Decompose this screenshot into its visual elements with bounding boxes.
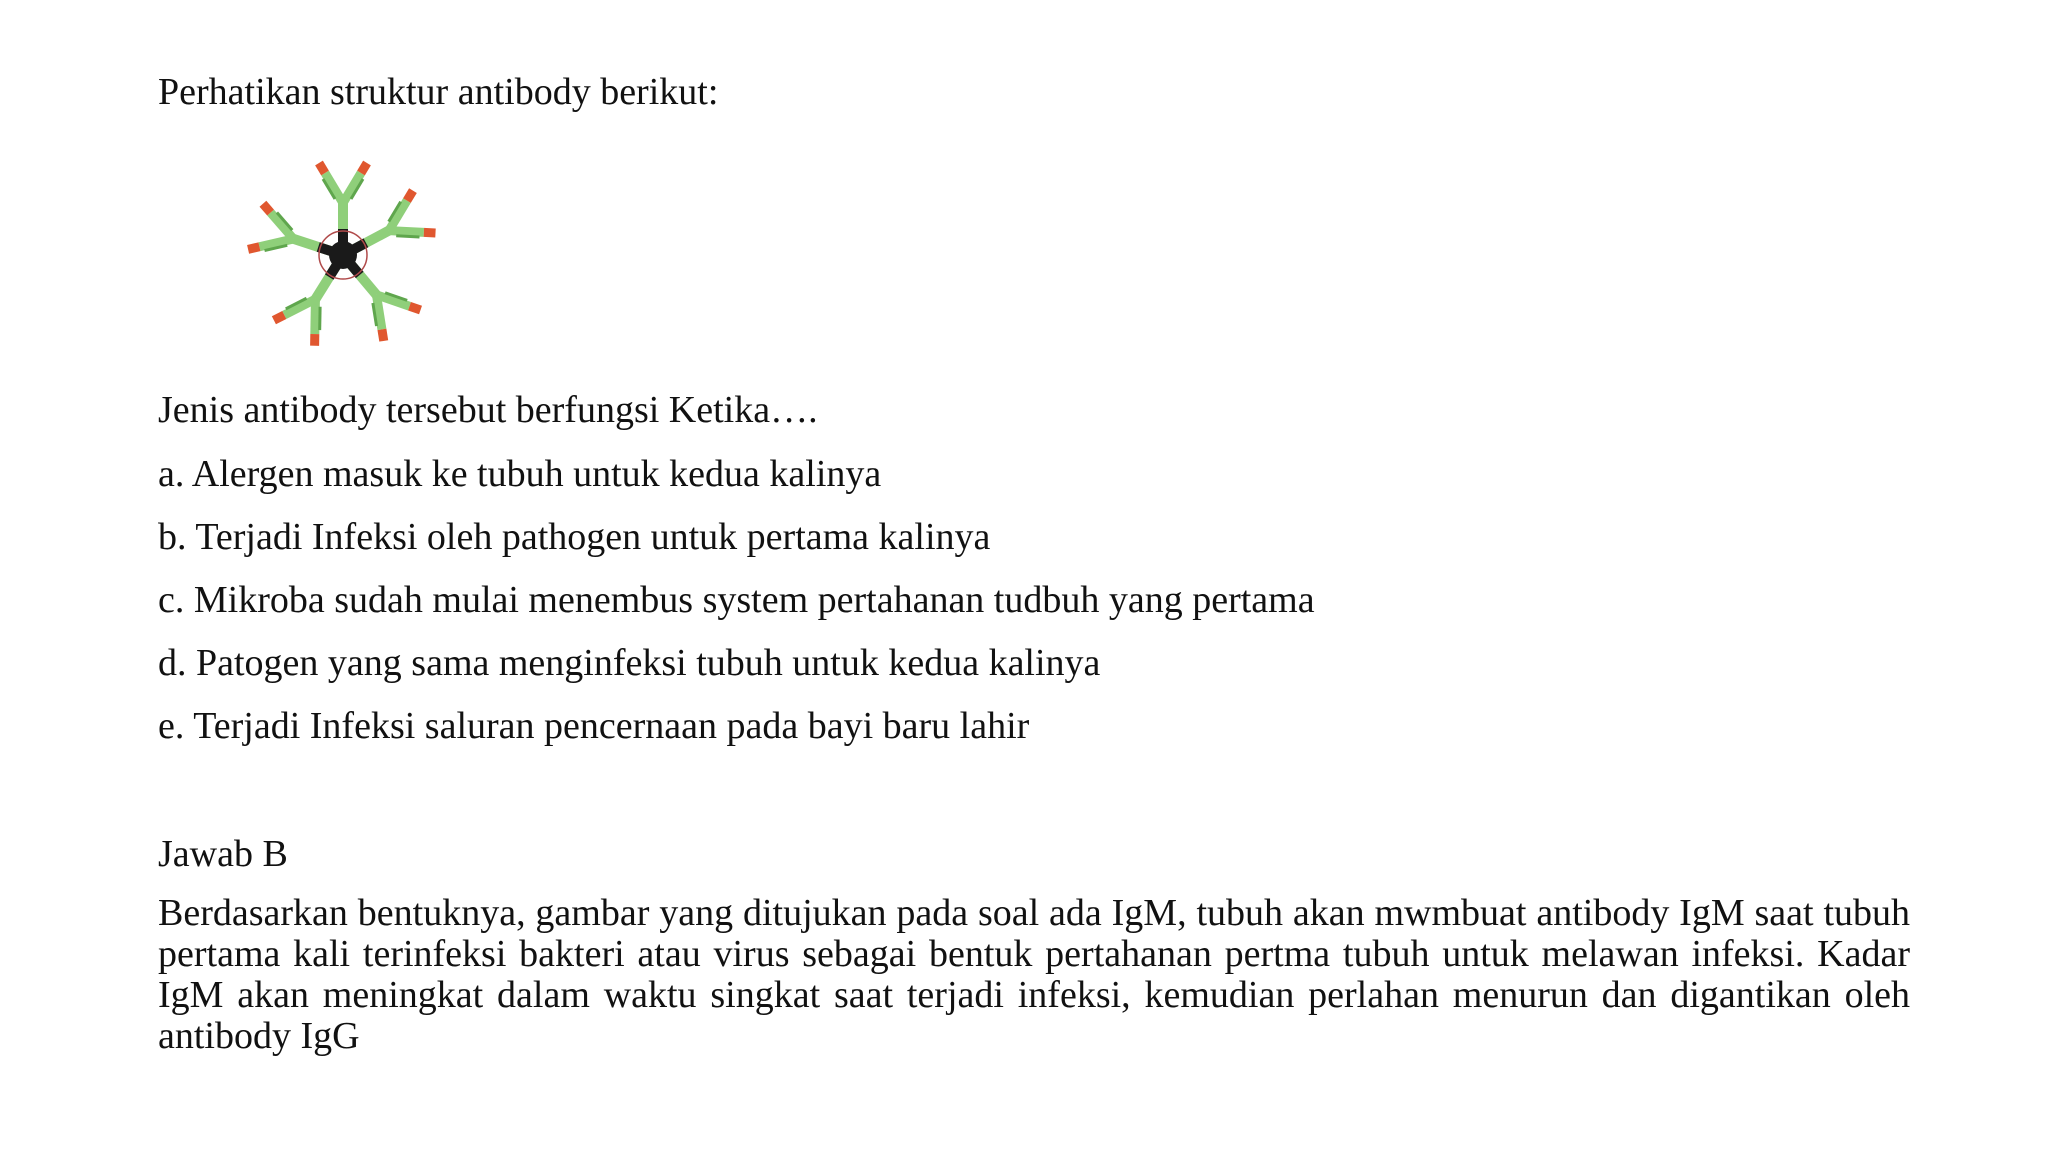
option-e xyxy=(158,704,1029,748)
option-letter: b. xyxy=(158,516,187,558)
option-text: Terjadi Infeksi saluran pencernaan pada bayi baru lahir xyxy=(193,705,1030,747)
option-text: Alergen masuk ke tubuh untuk kedua kalinya xyxy=(191,453,882,495)
answer-label: Jawab B xyxy=(158,833,288,875)
answer-explanation: Berdasarkan bentuknya, gambar yang ditujukan pada soal ada IgM, tubuh akan mwmbuat antibody IgM saat tubuh pertama kali terinfeksi bakteri atau virus sebagai bentuk pertahanan pertma tubuh untuk melawan infeksi. Kadar IgM akan meningkat dalam waktu singkat saat terjadi infeksi, kemudian perlahan menurun dan digantikan oleh antibody IgG xyxy=(158,892,1910,1057)
option-text: Patogen yang sama menginfeksi tubuh untuk kedua kalinya xyxy=(196,642,1101,684)
option-text: Terjadi Infeksi oleh pathogen untuk pertama kalinya xyxy=(195,516,991,558)
option-letter: c. xyxy=(158,579,185,621)
option-a xyxy=(158,452,881,496)
option-text: Mikroba sudah mulai menembus system pertahanan tudbuh yang pertama xyxy=(193,579,1315,621)
antibody-figure xyxy=(228,140,468,370)
option-c xyxy=(158,578,1315,622)
option-d xyxy=(158,641,1100,685)
option-letter: d. xyxy=(158,642,187,684)
option-letter: a. xyxy=(158,453,185,495)
question-intro: Perhatikan struktur antibody berikut: xyxy=(158,71,719,113)
option-b xyxy=(158,515,990,559)
question-stem: Jenis antibody tersebut berfungsi Ketika…. xyxy=(158,389,818,431)
option-letter: e. xyxy=(158,705,185,747)
igm-pentamer-antibody-icon xyxy=(228,140,468,370)
